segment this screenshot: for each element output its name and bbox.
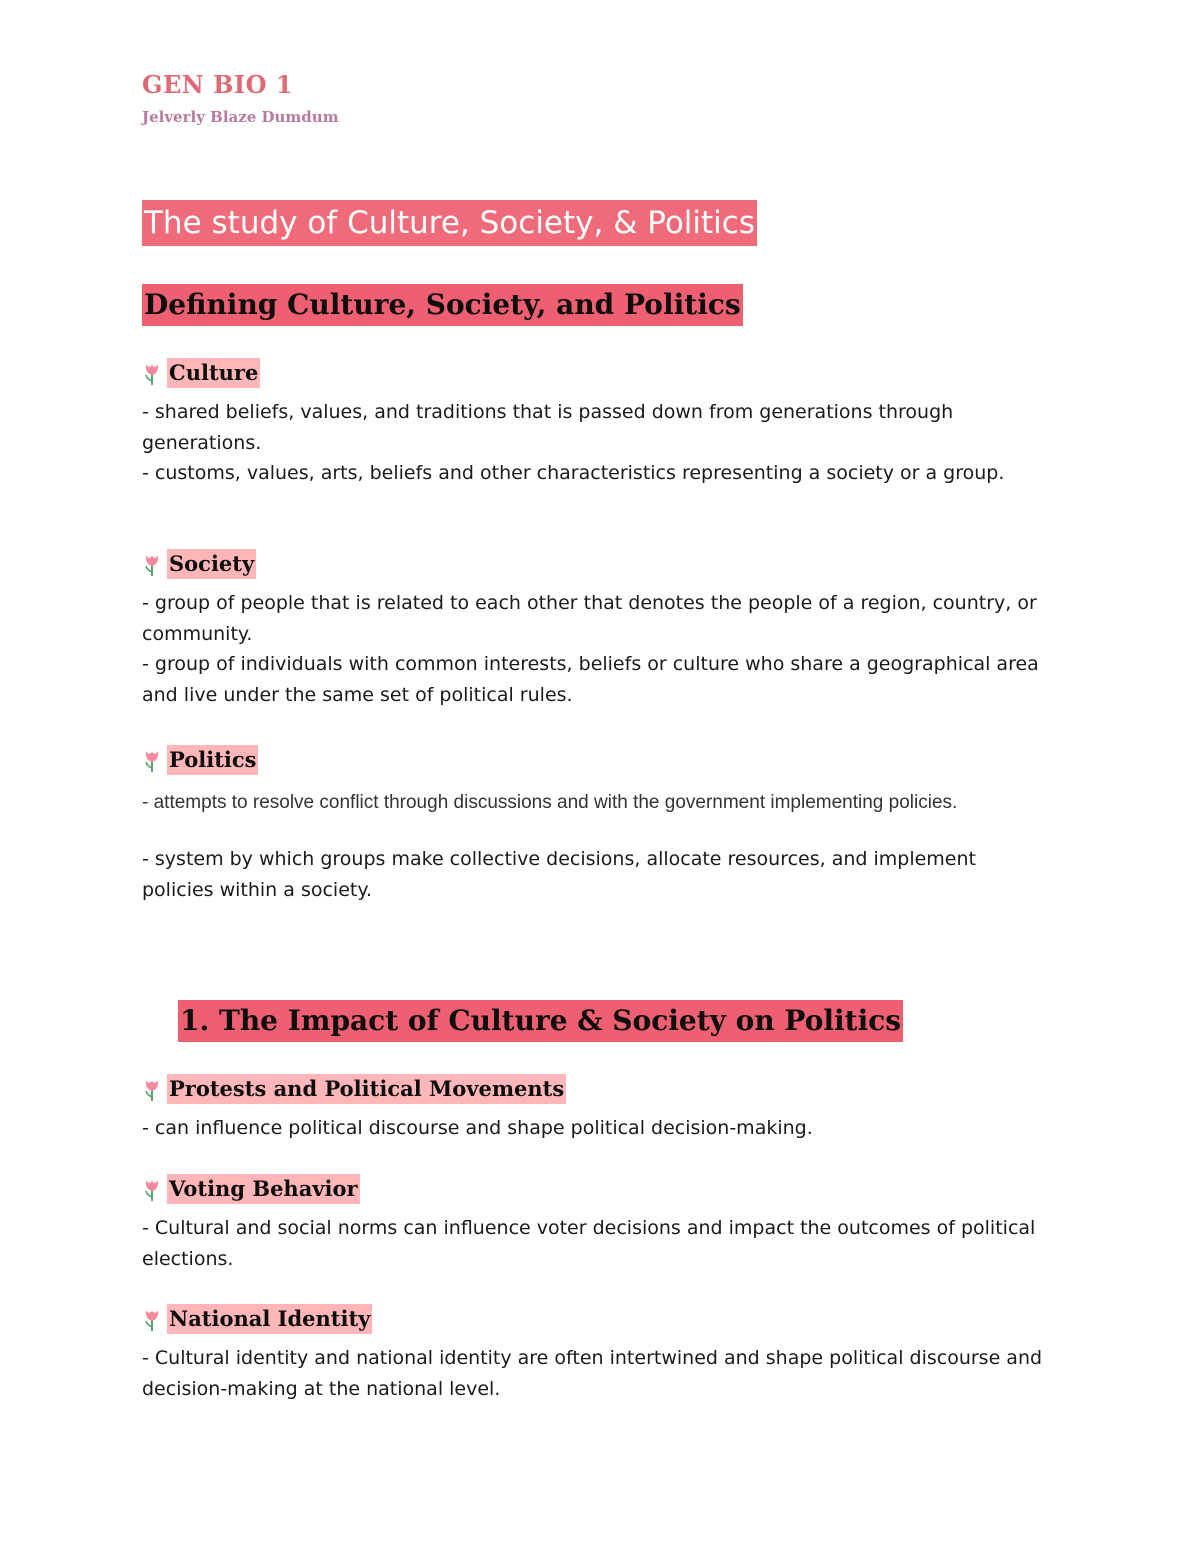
term-label: National Identity	[167, 1304, 372, 1334]
course-title: GEN BIO 1	[142, 70, 294, 99]
section-heading-impact: 1. The Impact of Culture & Society on Politics	[178, 1000, 903, 1042]
term-label: Culture	[167, 358, 260, 388]
definition-text: - shared beliefs, values, and traditions that is passed down from generations through generations.	[142, 401, 954, 454]
term-label: Protests and Political Movements	[167, 1074, 566, 1104]
term-protests	[142, 1074, 566, 1104]
term-national-identity	[142, 1304, 372, 1334]
definition-text: - attempts to resolve conflict through discussions and with the government implementing policies.	[142, 792, 958, 813]
definition-text: - Cultural and social norms can influence voter decisions and impact the outcomes of political elections.	[142, 1217, 1036, 1270]
term-voting-behavior	[142, 1174, 360, 1204]
tulip-icon	[142, 1306, 162, 1332]
definition-text: - system by which groups make collective decisions, allocate resources, and implement policies within a society.	[142, 848, 976, 901]
definition-text: - group of individuals with common interests, beliefs or culture who share a geographical area and live under the same set of political rules.	[142, 653, 1039, 706]
term-culture	[142, 358, 260, 388]
tulip-icon	[142, 1176, 162, 1202]
term-politics	[142, 745, 258, 775]
document-title: The study of Culture, Society, & Politics	[142, 200, 757, 246]
tulip-icon	[142, 360, 162, 386]
term-label: Voting Behavior	[167, 1174, 360, 1204]
section-heading-defining: Defining Culture, Society, and Politics	[142, 284, 743, 326]
definition-text: - customs, values, arts, beliefs and other characteristics representing a society or a group.	[142, 462, 1005, 484]
term-label: Politics	[167, 745, 258, 775]
term-label: Society	[167, 549, 256, 579]
tulip-icon	[142, 1076, 162, 1102]
definition-text: - group of people that is related to each other that denotes the people of a region, country, or community.	[142, 592, 1037, 645]
definition-text: - can influence political discourse and shape political decision-making.	[142, 1117, 813, 1139]
tulip-icon	[142, 747, 162, 773]
definition-text: - Cultural identity and national identity are often intertwined and shape political discourse and decision-making at the national level.	[142, 1347, 1043, 1400]
tulip-icon	[142, 551, 162, 577]
author-name: Jelverly Blaze Dumdum	[142, 108, 339, 126]
term-society	[142, 549, 256, 579]
